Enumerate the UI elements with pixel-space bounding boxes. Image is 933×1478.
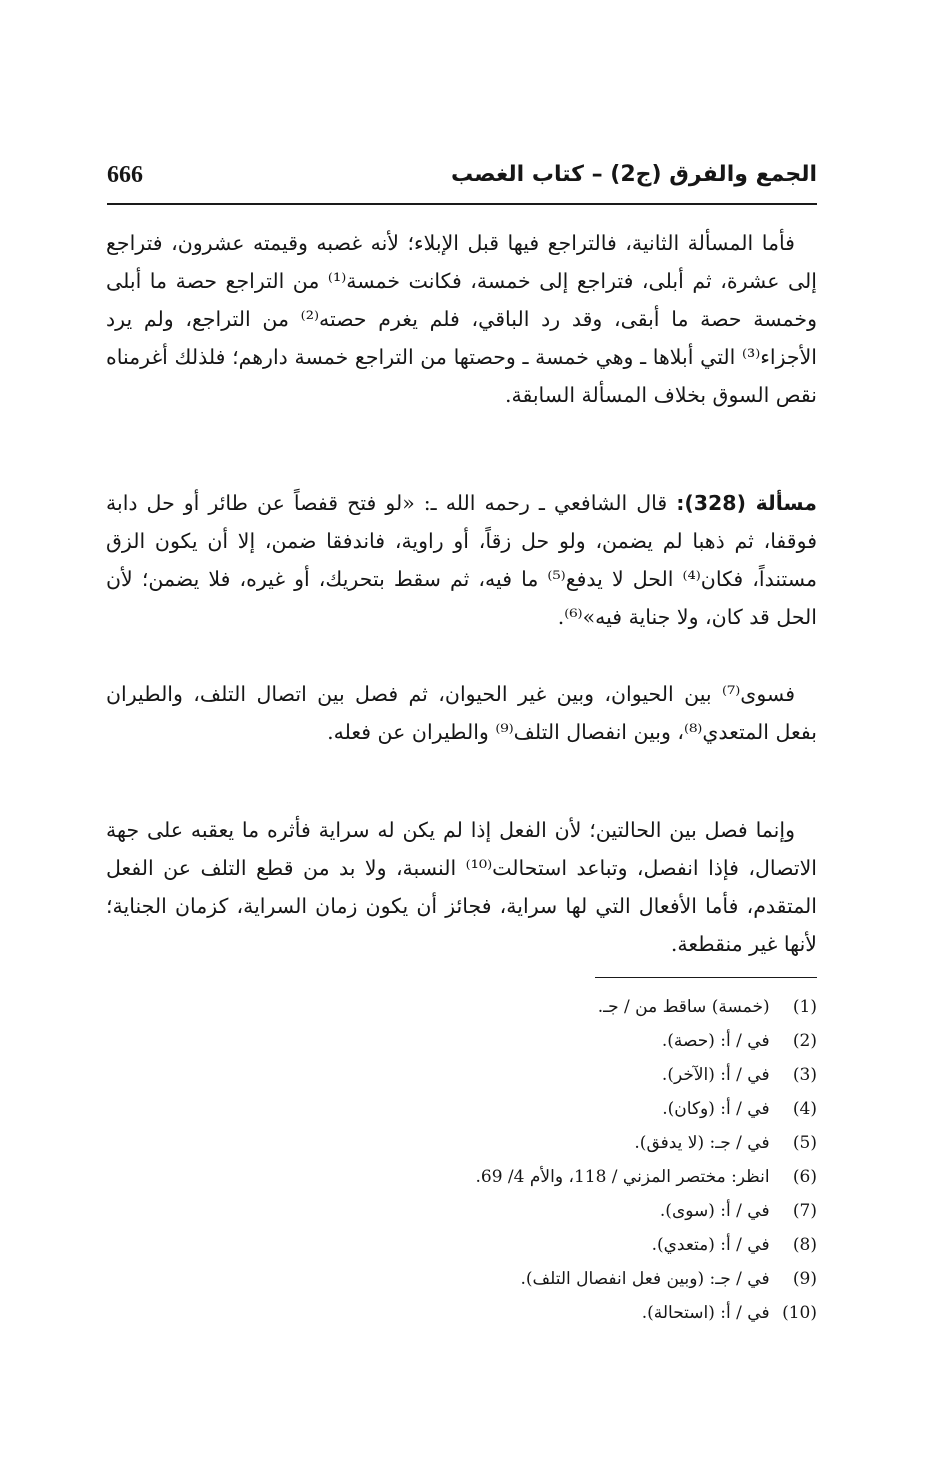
footnote-item	[117, 1126, 817, 1160]
footnote-text: في / أ: (وكان).	[662, 1099, 770, 1119]
footnote-text: في / أ: (الآخر).	[661, 1065, 770, 1085]
footnote-number: (9)	[792, 1269, 817, 1289]
footnote-number: (6)	[792, 1167, 817, 1187]
footnote-text: في / جـ: (وبين فعل انفصال التلف).	[520, 1269, 770, 1289]
paragraph-text: فأما المسألة الثانية، فالتراجع فيها قبل الإبلاء؛ لأنه غصبه وقيمته عشرون، فتراجع إلى عشرة، ثم أبلى، فتراجع إلى خمسة، فكانت خمسة⁽¹⁾ من التراجع حصة ما أبلى وخمسة حصة ما أبقى، وقد رد الباقي، فلم يغرم حصته⁽²⁾ من التراجع، ولم يرد الأجزاء⁽³⁾ التي أبلاها ـ وهي خمسة ـ وحصتها من التراجع خمسة دارهم؛ فلذلك أغرمناه نقص السوق بخلاف المسألة السابقة.	[106, 231, 817, 407]
issue-label: مسألة (328):	[676, 491, 817, 515]
footnote-text: انظر: مختصر المزني / 118، والأم 4/ 69.	[475, 1167, 770, 1187]
footnote-number: (10)	[782, 1303, 817, 1323]
footnote-text: في / أ: (استحالة).	[641, 1303, 770, 1323]
footnote-text: في / أ: (متعدي).	[651, 1235, 770, 1255]
footnote-text: في / جـ: (لا يدفق).	[634, 1133, 770, 1153]
issue-quote: قال الشافعي ـ رحمه الله ـ: «لو فتح قفصاً عن طائر أو حل دابة فوقفا، ثم ذهبا لم يضمن، ولو حل زقاً، أو راوية، فاندفقا ضمن، إلا أن يكون الزق مستنداً، فكان⁽⁴⁾ الحل لا يدفع⁽⁵⁾ ما فيه، ثم سقط بتحريك، أو غيره، فلا يضمن؛ لأن الحل قد كان، ولا جناية فيه»⁽⁶⁾.	[106, 491, 817, 629]
running-title: الجمع والفرق (ج2) – كتاب الغصب	[450, 162, 817, 187]
paragraph-comparison	[106, 675, 817, 751]
paragraph-text: وإنما فصل بين الحالتين؛ لأن الفعل إذا لم يكن له سراية فأثره ما يعقبه على جهة الاتصال، فإذا انفصل، وتباعد استحالت⁽¹⁰⁾ النسبة، ولا بد من قطع التلف عن الفعل المتقدم، فأما الأفعال التي لها سراية، فجائز أن يكون زمان السراية، كزمان الجناية؛ لأنها غير منقطعة.	[106, 818, 818, 956]
footnote-item	[117, 1058, 817, 1092]
footnote-item	[117, 1194, 817, 1228]
footnote-item	[117, 1160, 817, 1194]
footnotes-list	[117, 990, 817, 1330]
footnote-number: (7)	[792, 1201, 817, 1221]
footnote-item	[117, 990, 817, 1024]
page-number: 666	[107, 162, 143, 188]
footnote-text: في / أ: (حصة).	[661, 1031, 770, 1051]
footnote-item	[117, 1092, 817, 1126]
issue-328	[106, 484, 817, 636]
footnote-item	[117, 1262, 817, 1296]
page-header	[107, 160, 817, 202]
footnote-rule	[595, 977, 817, 978]
paragraph-reasoning	[106, 811, 817, 963]
footnote-text: في / أ: (سوى).	[659, 1201, 770, 1221]
footnote-number: (3)	[792, 1065, 817, 1085]
footnote-number: (5)	[792, 1133, 817, 1153]
footnote-text: (خمسة) ساقط من / جـ.	[597, 997, 770, 1017]
paragraph-second-issue	[106, 224, 817, 414]
header-rule	[107, 203, 817, 205]
footnote-number: (1)	[792, 997, 817, 1017]
footnote-number: (4)	[792, 1099, 817, 1119]
footnote-number: (2)	[792, 1031, 817, 1051]
paragraph-text: فسوى⁽⁷⁾ بين الحيوان، وبين غير الحيوان، ثم فصل بين اتصال التلف، والطيران بفعل المتعدي⁽⁸⁾، وبين انفصال التلف⁽⁹⁾ والطيران عن فعله.	[106, 682, 817, 744]
footnote-item	[117, 1024, 817, 1058]
footnote-item	[117, 1296, 817, 1330]
footnote-number: (8)	[792, 1235, 817, 1255]
footnote-item	[117, 1228, 817, 1262]
